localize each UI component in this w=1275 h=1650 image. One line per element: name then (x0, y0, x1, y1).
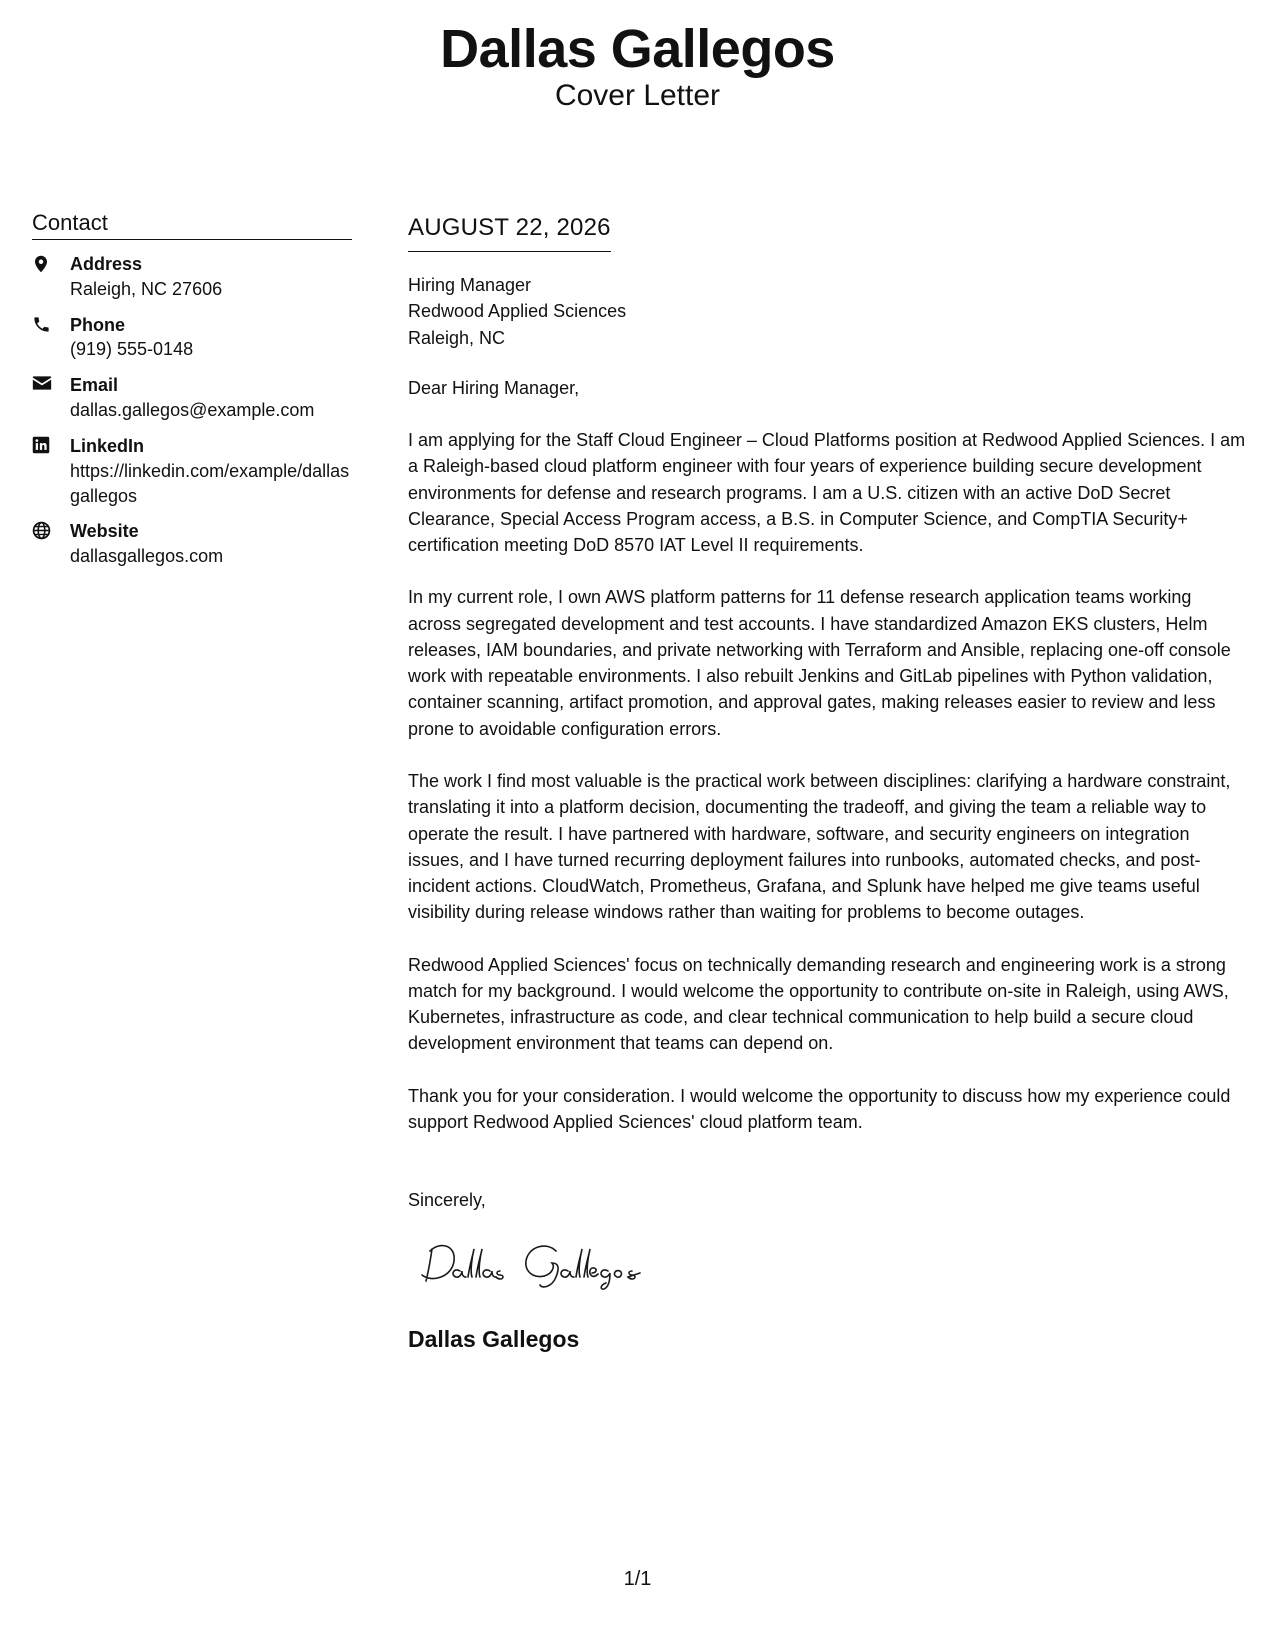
contact-item-phone (32, 313, 352, 363)
linkedin-value[interactable]: https://linkedin.com/example/dallasgallegos (70, 460, 350, 506)
contact-item-address (32, 252, 352, 302)
recipient-line: Redwood Applied Sciences (408, 301, 627, 322)
contact-label: Website (70, 521, 139, 542)
closing: Sincerely, (408, 1190, 486, 1211)
document-subtitle: Cover Letter (554, 79, 721, 113)
recipient-line: Raleigh, NC (408, 327, 506, 348)
contact-item-email (32, 373, 352, 423)
contact-label: Phone (70, 314, 126, 335)
letter-date: AUGUST 22, 2026 (408, 210, 611, 252)
phone-value[interactable]: (919) 555-0148 (70, 339, 194, 360)
salutation: Dear Hiring Manager, (408, 377, 580, 398)
body-paragraph: I am applying for the Staff Cloud Engineer – Cloud Platforms position at Redwood Applied Sciences. I am a Raleigh-based cloud platform engineer with four years of experience building secure development environments for defense and research programs. I am a U.S. citizen with an active DoD Secret Clearance, Special Access Program access, a B.S. in Computer Science, and CompTIA Security+ certification meeting DoD 8570 IAT Level II requirements. (408, 430, 1246, 556)
applicant-name: Dallas Gallegos (440, 19, 835, 79)
recipient-block (408, 272, 1248, 351)
contact-item-website (32, 519, 352, 569)
page-number: 1/1 (623, 1568, 652, 1590)
linkedin-icon (32, 434, 70, 454)
body-paragraph: The work I find most valuable is the practical work between disciplines: clarifying a hardware constraint, translating it into a platform decision, documenting the tradeoff, and giving the team a reliable way to operate the result. I have partnered with hardware, software, and security engineers on integration issues, and I have turned recurring deployment failures into runbooks, automated checks, and post-incident actions. CloudWatch, Prometheus, Grafana, and Splunk have helped me give teams useful visibility during release windows rather than waiting for problems to become outages. (408, 771, 1231, 923)
body-paragraph: Thank you for your consideration. I would welcome the opportunity to discuss how my experience could support Redwood Applied Sciences' cloud platform team. (408, 1085, 1231, 1132)
contact-label: Address (70, 254, 143, 274)
address-value: Raleigh, NC 27606 (70, 278, 223, 299)
phone-icon (32, 313, 70, 334)
contact-label: LinkedIn (70, 435, 145, 456)
website-value[interactable]: dallasgallegos.com (70, 546, 224, 567)
contact-section-title: Contact (32, 210, 352, 240)
globe-icon (32, 519, 70, 540)
contact-label: Email (70, 375, 119, 396)
contact-item-linkedin (32, 434, 352, 508)
letter-body (408, 210, 1248, 1356)
map-pin-icon (32, 252, 70, 274)
email-value[interactable]: dallas.gallegos@example.com (70, 400, 315, 421)
handwritten-signature (416, 1233, 676, 1293)
letter-header (0, 20, 1275, 112)
body-paragraph: Redwood Applied Sciences' focus on technically demanding research and engineering work is a strong match for my background. I would welcome the opportunity to contribute on-site in Raleigh, using AWS, Kubernetes, infrastructure as code, and clear technical communication to help build a secure cloud development environment that teams can depend on. (408, 954, 1229, 1054)
envelope-icon (32, 373, 70, 391)
body-paragraph: In my current role, I own AWS platform patterns for 11 defense research application teams working across segregated development and test accounts. I have standardized Amazon EKS clusters, Helm releases, IAM boundaries, and private networking with Terraform and Ansible, replacing one-off console work with repeatable environments. I also rebuilt Jenkins and GitLab pipelines with Python validation, container scanning, artifact promotion, and approval gates, making releases easier to review and less prone to avoidable configuration errors. (408, 587, 1231, 739)
recipient-line: Hiring Manager (408, 275, 532, 296)
signed-name: Dallas Gallegos (408, 1325, 580, 1352)
contact-sidebar (32, 210, 352, 580)
